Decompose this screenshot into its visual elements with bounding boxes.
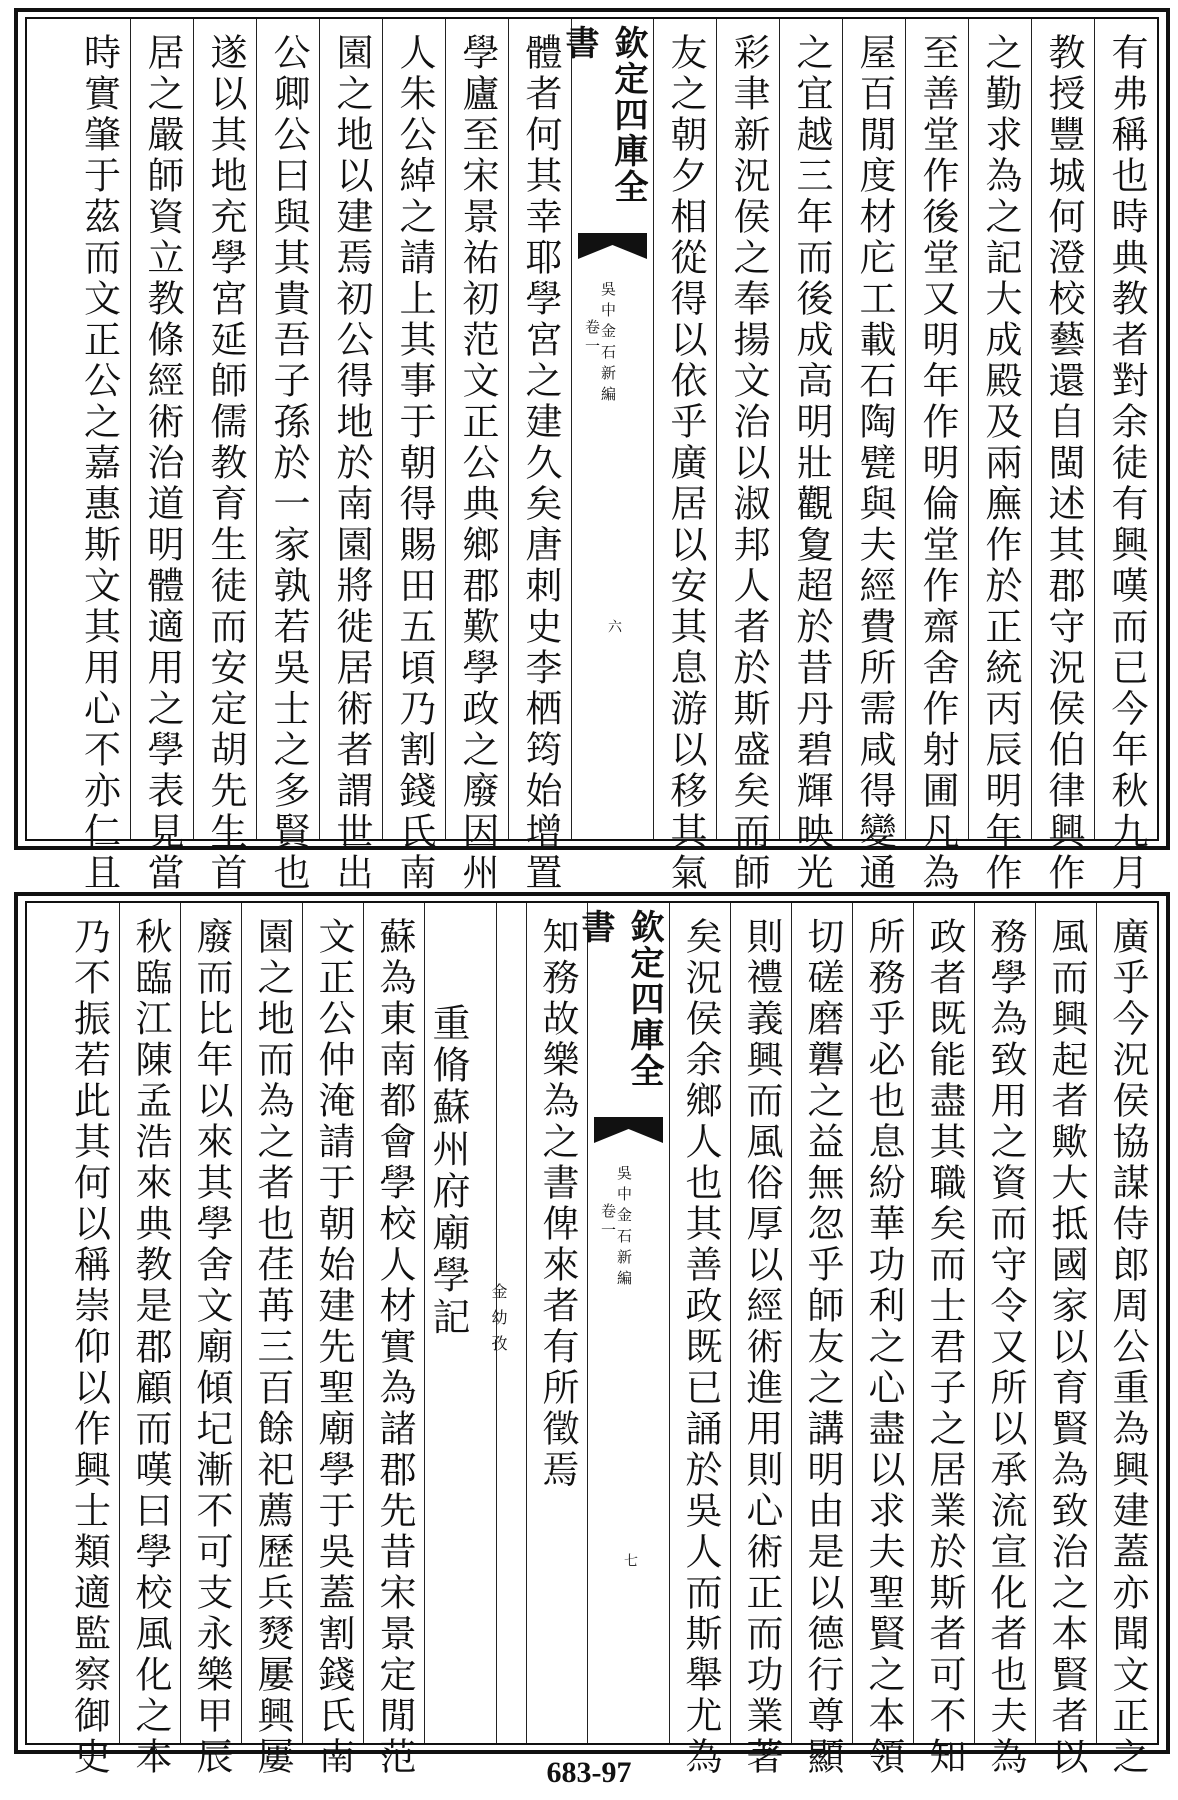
column-text: 知務故樂為之書俾來者有所徵焉 <box>536 917 579 1491</box>
fish-tail-mark <box>594 1117 663 1143</box>
column-text: 人朱公綽之請上其事于朝得賜田五頃乃割錢氏南 <box>393 33 436 894</box>
text-column <box>58 903 119 1778</box>
text-column <box>130 19 193 894</box>
column-text: 時實肇于茲而文正公之嘉惠斯文其用心不亦仁且 <box>77 33 121 894</box>
text-column <box>1031 19 1094 894</box>
essay-title: 重脩蘇州府廟學記 <box>426 1003 470 1339</box>
text-column <box>526 903 587 1743</box>
text-column <box>968 19 1031 894</box>
text-column <box>302 903 363 1778</box>
text-column <box>180 903 241 1778</box>
column-text: 蘇為東南都會學校人材實為諸郡先昔宋景定閒范 <box>373 917 416 1778</box>
column-text: 教授豐城何澄校藝還自閩述其郡守況侯伯律興作 <box>1042 33 1085 894</box>
column-text: 屋百閒度材庀工載石陶甓與夫經費所需咸得變通 <box>853 33 896 894</box>
column-text: 則禮義興而風俗厚以經術進用則心術正而功業著 <box>740 917 783 1778</box>
top-page-frame <box>25 17 1159 894</box>
series-title: 欽定四庫全書 <box>575 909 664 1089</box>
text-column <box>508 19 571 894</box>
column-text: 務學為致用之資而守令又所以承流宣化者也夫為 <box>984 917 1027 1778</box>
text-column <box>913 903 974 1778</box>
text-column <box>669 903 730 1778</box>
text-column <box>319 19 382 894</box>
column-text: 廣乎今況侯協謀侍郎周公重為興建蓋亦聞文正之 <box>1106 917 1149 1778</box>
center-fold-column <box>559 19 653 839</box>
text-column <box>445 19 508 894</box>
text-column <box>1035 903 1096 1778</box>
text-column <box>193 19 256 894</box>
scan-page-number: 683-97 <box>546 1756 632 1789</box>
column-text: 居之嚴師資立教條經術治道明體適用之學表見當 <box>141 33 184 894</box>
juan-label: 卷一 <box>583 319 601 357</box>
essay-title-column <box>424 903 508 1743</box>
column-text: 有弗稱也時典教者對余徒有興嘆而已今年秋九月 <box>1105 33 1148 894</box>
column-text: 秋臨江陳孟浩來典教是郡顧而嘆曰學校風化之本 <box>129 917 172 1778</box>
series-title: 欽定四庫全書 <box>559 25 648 205</box>
column-text: 切磋磨礱之益無忽乎師友之講明由是以德行尊顯 <box>801 917 844 1778</box>
column-text: 至善堂作後堂又明年作明倫堂作齋舍作射圃凡為 <box>916 33 959 894</box>
text-column <box>653 19 716 894</box>
top-page <box>14 8 1170 894</box>
text-column <box>67 19 130 894</box>
text-column <box>119 903 180 1778</box>
text-column <box>779 19 842 894</box>
column-text: 廢而比年以來其學舍文廟傾圮漸不可支永樂甲辰 <box>190 917 233 1778</box>
book-title: 吳中金石新編 <box>615 1165 633 1291</box>
book-title: 吳中金石新編 <box>599 281 617 407</box>
top-page-columns <box>27 19 1157 894</box>
text-column <box>791 903 852 1778</box>
column-text: 彩聿新況侯之奉揚文治以淑邦人者於斯盛矣而師 <box>727 33 770 894</box>
column-text: 體者何其幸耶學宮之建久矣唐刺史李栖筠始增置 <box>519 33 562 894</box>
column-text: 政者既能盡其職矣而士君子之居業於斯者可不知 <box>923 917 966 1778</box>
column-text: 乃不振若此其何以稱崇仰以作興士類適監察御史 <box>67 917 111 1778</box>
text-column <box>1096 903 1157 1778</box>
center-fold-column <box>575 903 669 1743</box>
text-column <box>974 903 1035 1778</box>
text-column <box>256 19 319 894</box>
text-column <box>852 903 913 1778</box>
page-number: 七 <box>622 1553 638 1567</box>
text-column <box>241 903 302 1778</box>
column-text: 之勤求為之記大成殿及兩廡作於正統丙辰明年作 <box>979 33 1022 894</box>
text-column <box>716 19 779 894</box>
text-column <box>842 19 905 894</box>
juan-label: 卷一 <box>599 1203 617 1241</box>
column-text: 風而興起者歟大抵國家以育賢為致治之本賢者以 <box>1045 917 1088 1778</box>
column-text: 園之地以建焉初公得地於南園將徙居術者謂世出 <box>330 33 373 894</box>
text-column <box>1094 19 1157 894</box>
author-name: 金幼孜 <box>489 1283 508 1361</box>
column-text: 園之地而為之者也荏苒三百餘祀薦歷兵燹屢興屢 <box>251 917 294 1778</box>
text-column <box>905 19 968 894</box>
page-number: 六 <box>606 619 622 633</box>
column-text: 公卿公曰與其貴吾子孫於一家孰若吳士之多賢也 <box>267 33 310 894</box>
column-text: 學廬至宋景祐初范文正公典鄉郡歎學政之廢因州 <box>456 33 499 894</box>
text-column <box>382 19 445 894</box>
column-text: 遂以其地充學宮延師儒教育生徒而安定胡先生首 <box>204 33 247 894</box>
fish-tail-mark <box>578 233 647 259</box>
column-text: 友之朝夕相從得以依乎廣居以安其息游以移其氣 <box>664 33 707 894</box>
text-column <box>730 903 791 1778</box>
column-text: 文正公仲淹請于朝始建先聖廟學于吳蓋割錢氏南 <box>312 917 355 1778</box>
column-text: 所務乎必也息紛華功利之心盡以求夫聖賢之本領 <box>862 917 905 1778</box>
column-text: 之宜越三年而後成高明壯觀夐超於昔丹碧輝映光 <box>790 33 833 894</box>
column-text: 矣況侯余鄉人也其善政既已誦於吳人而斯舉尤為 <box>679 917 722 1778</box>
